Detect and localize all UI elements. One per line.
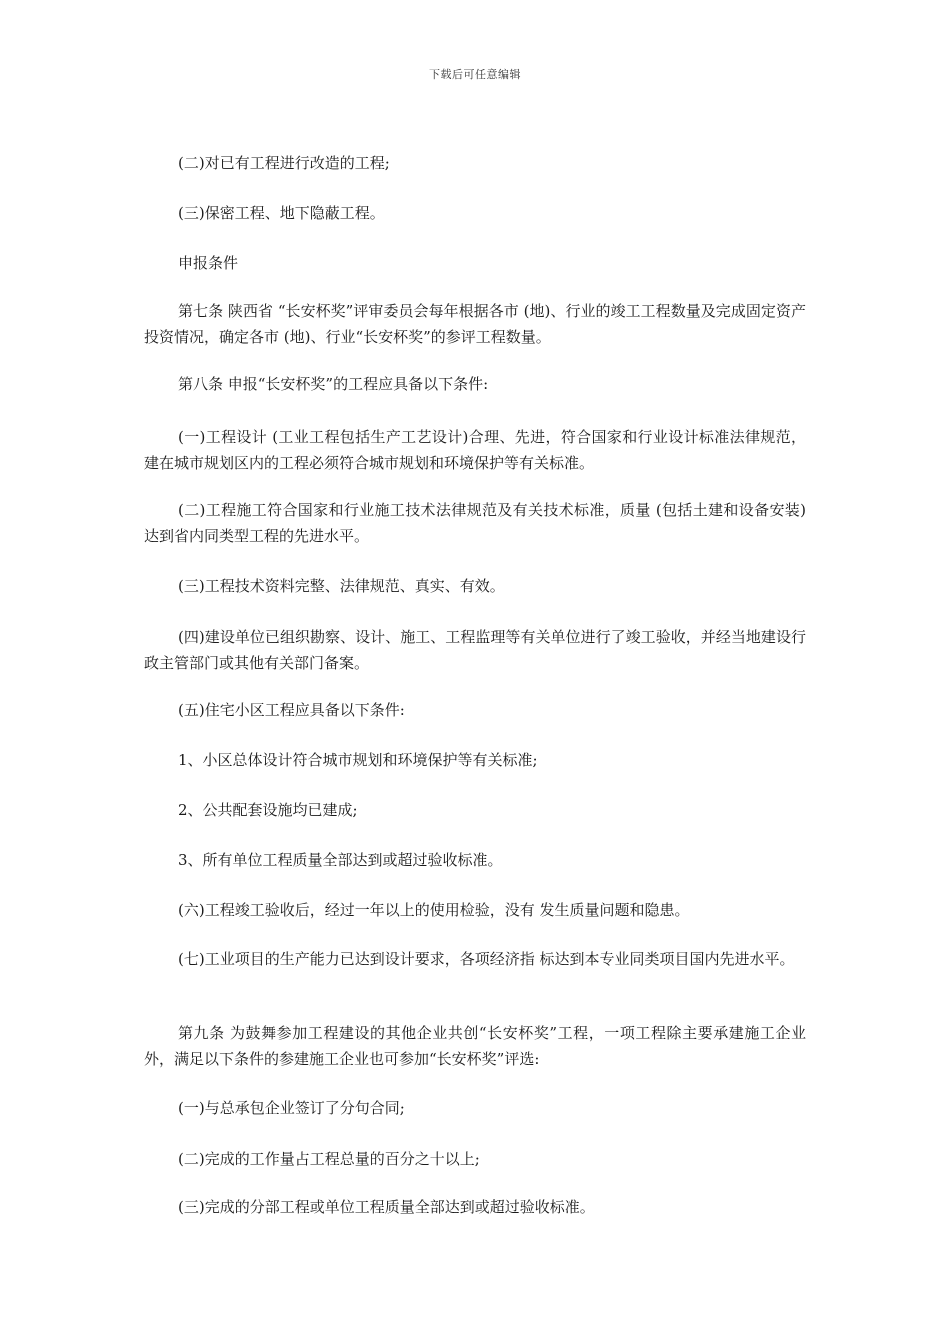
article-8-item-5-sub-1: 1、小区总体设计符合城市规划和环境保护等有关标准; bbox=[178, 751, 538, 769]
article-9-item-3: (三)完成的分部工程或单位工程质量全部达到或超过验收标准。 bbox=[178, 1198, 595, 1216]
article-8-item-7: (七)工业项目的生产能力已达到设计要求，各项经济指 标达到本专业同类项目国内先进水平。 bbox=[178, 950, 795, 968]
article-8: 第八条 申报“长安杯奖”的工程应具备以下条件: bbox=[178, 375, 489, 393]
article-7: 第七条 陕西省 “长安杯奖”评审委员会每年根据各市 (地)、行业的竣工工程数量及完成固定资产投资情况，确定各市 (地)、行业“长安杯奖”的参评工程数量。 bbox=[144, 302, 806, 346]
section-heading-application-conditions: 申报条件 bbox=[178, 254, 239, 272]
article-8-item-6: (六)工程竣工验收后，经过一年以上的使用检验，没有 发生质量问题和隐患。 bbox=[178, 901, 690, 919]
article-8-item-4: (四)建设单位已组织勘察、设计、施工、工程监理等有关单位进行了竣工验收，并经当地建设行政主管部门或其他有关部门备案。 bbox=[144, 628, 806, 672]
article-9-item-1: (一)与总承包企业签订了分句合同; bbox=[178, 1099, 405, 1117]
article-9: 第九条 为鼓舞参加工程建设的其他企业共创“长安杯奖”工程，一项工程除主要承建施工企业外，满足以下条件的参建施工企业也可参加“长安杯奖”评选: bbox=[144, 1024, 806, 1068]
paragraph-2-modified-projects: (二)对已有工程进行改造的工程; bbox=[178, 154, 390, 172]
article-8-item-5-sub-2: 2、公共配套设施均已建成; bbox=[178, 801, 358, 819]
article-8-item-5: (五)住宅小区工程应具备以下条件: bbox=[178, 701, 405, 719]
article-9-item-2: (二)完成的工作量占工程总量的百分之十以上; bbox=[178, 1150, 480, 1168]
paragraph-3-classified-projects: (三)保密工程、地下隐蔽工程。 bbox=[178, 204, 385, 222]
article-8-item-5-sub-3: 3、所有单位工程质量全部达到或超过验收标准。 bbox=[178, 851, 503, 869]
article-8-item-1: (一)工程设计 (工业工程包括生产工艺设计)合理、先进，符合国家和行业设计标准法律规范，建在城市规划区内的工程必须符合城市规划和环境保护等有关标准。 bbox=[144, 428, 806, 472]
article-8-item-3: (三)工程技术资料完整、法律规范、真实、有效。 bbox=[178, 577, 505, 595]
article-8-item-2: (二)工程施工符合国家和行业施工技术法律规范及有关技术标准，质量 (包括土建和设备安装)达到省内同类型工程的先进水平。 bbox=[144, 501, 806, 545]
page-header-note: 下载后可任意编辑 bbox=[429, 68, 521, 81]
